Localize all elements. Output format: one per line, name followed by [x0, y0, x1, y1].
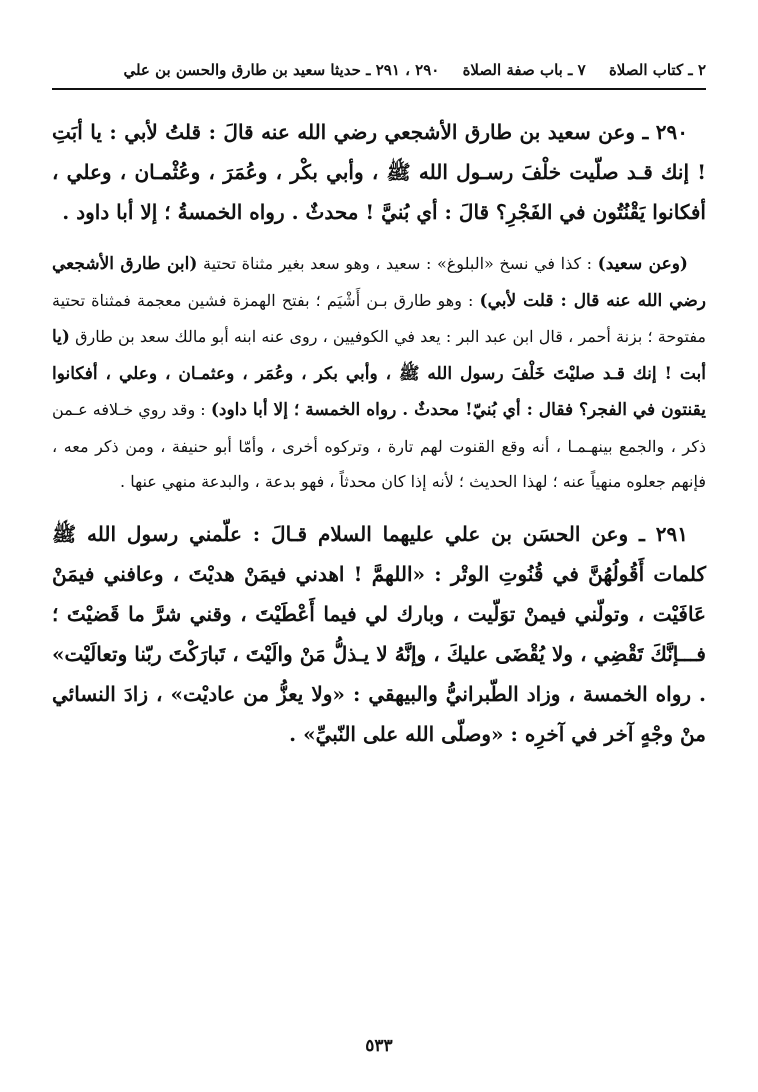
header-chapter: ٢ ـ كتاب الصلاة: [608, 61, 706, 79]
commentary-290-opening: (وعن سعيد): [597, 254, 688, 274]
commentary-290-bold-2: (يا أبت ! إنك قـد صليْتَ خَلْفَ رسول الله ﷺ ، وأبي بكر ، وعُمَر ، وعثمـان ، وعلي ، أفكانوا يقنتون في الفجر؟ فقال : أي بُنيّ! محدثٌ . رواه الخمسة ؛ إلا أبا داود): [52, 327, 707, 420]
hadith-291: ٢٩١ ـ وعن الحسَن بن علي عليهما السلام قـالَ : علّمني رسول الله ﷺ كلمات أَقُولُهُنَّ في قُنُوتِ الوتْر : «اللهمَّ ! اهدني فيمَنْ هديْتَ ، وعافني فيمَنْ عَافَيْت ، وتولّني فيمنْ توَلّيت ، وبارك لي فيما أَعْطَيْتَ ، وقني شرَّ ما قَضيْتَ ؛ فـــإنَّكَ تَقْضِي ، ولا يُقْضَى عليكَ ، وإنَّهُ لا يـذلُّ مَنْ والَيْتَ ، تَبارَكْتَ ربّنا وتعالَيْت» . رواه الخمسة ، وزاد الطّبرانيُّ والبيهقي : «ولا يعزُّ من عاديْت» ، زادَ النسائي منْ وجْهٍ آخر في آخرِه : «وصلّى الله على النّبيِّ» .: [52, 521, 706, 746]
page-content: [52, 112, 706, 754]
page-number: ٥٣٣: [365, 1036, 393, 1056]
commentary-290-bold-1: (ابن طارق الأشجعي رضي الله عنه قال : قلت لأبي): [52, 254, 706, 311]
commentary-290-text-1: : كذا في نسخ «البلوغ» : سعيد ، وهو سعد بغير مثناة تحتية: [197, 254, 598, 273]
hadith-290: ٢٩٠ ـ وعن سعيد بن طارق الأشجعي رضي الله عنه قالَ : قلتُ لأبي : يا أبَتِ ! إنك قـد صلّيت خلْفَ رسـول الله ﷺ ، وأبي بكْر ، وعُمَرَ ، وعُثْمـان ، وعلي ، أفكانوا يَقْنُتُون في الفَجْرِ؟ قالَ : أي بُنيَّ ! محدثٌ . رواه الخمسةُ ؛ إلا أبا داود .: [52, 120, 706, 224]
header-hadith-ref: ٢٩٠ ، ٢٩١ ـ حديثا سعيد بن طارق والحسن بن علي: [123, 61, 440, 79]
header-section: ٧ ـ باب صفة الصلاة: [462, 61, 586, 79]
commentary-290-text-3: : وقد روي خـلافه عـمن ذكر ، والجمع بينهـمـا ، أنه وقع القنوت لهم تارة ، وتركوه أخرى ، وأمّا أبو حنيفة ، ومن ذكر معه ، فإنهم جعلوه منهياً عنه ؛ لهذا الحديث ؛ لأنه إذا كان محدثاً ، فهو بدعة ، والبدعة منهي عنها .: [52, 400, 706, 491]
running-header: [52, 56, 706, 90]
commentary-290: [52, 246, 706, 500]
commentary-290-text-2: : وهو طارق بـن أَشْيَم ؛ بفتح الهمزة فشين معجمة فمثناة تحتية مفتوحة ؛ بزنة أحمر ، قال ابن عبد البر : يعد في الكوفيين ، روى عنه ابنه أبو مالك سعد بن طارق: [52, 290, 706, 346]
